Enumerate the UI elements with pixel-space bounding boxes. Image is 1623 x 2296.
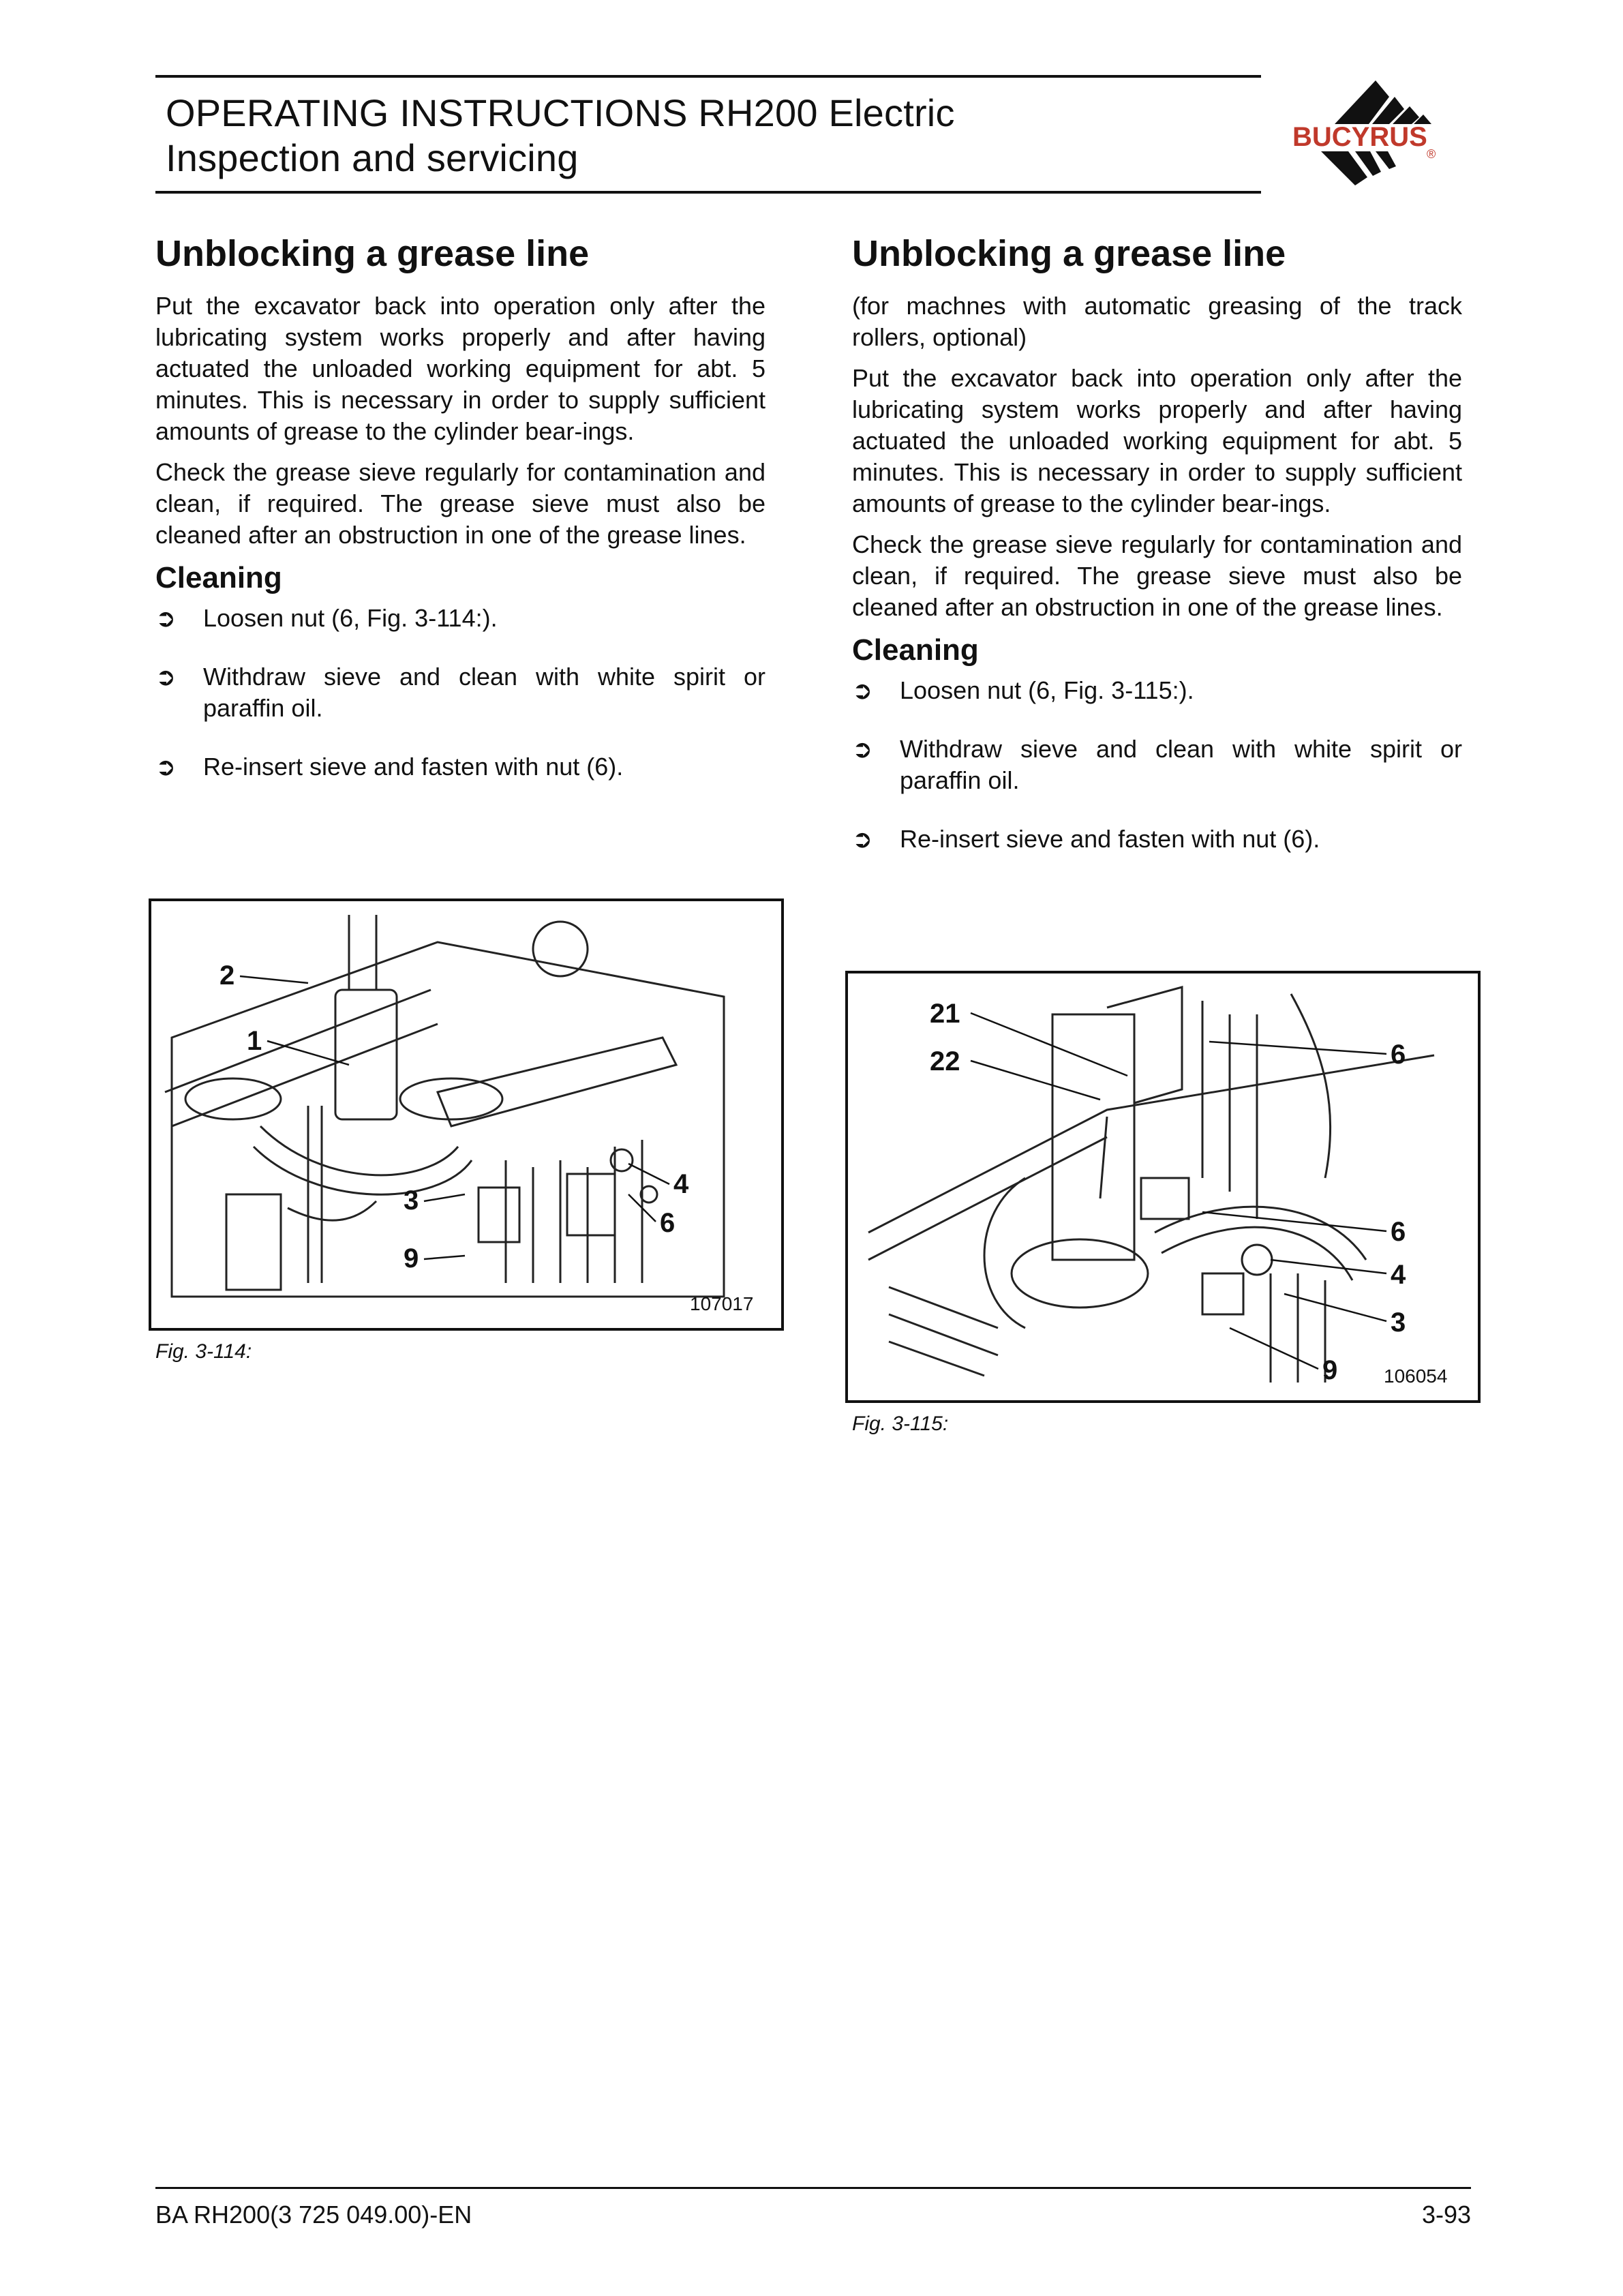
right-column [852,232,1462,882]
fig115-label-6b: 6 [1391,1217,1406,1247]
footer-document-id: BA RH200(3 725 049.00)-EN [155,2201,472,2229]
fig115-label-3: 3 [1391,1308,1406,1338]
right-paragraph-0: (for machnes with automatic greasing of the track rollers, optional) [852,292,1462,351]
fig114-label-3: 3 [404,1185,419,1215]
figure-3-115 [845,971,1481,1403]
arrow-bullet-icon: ➲ [852,825,873,853]
header-subtitle: Inspection and servicing [166,136,579,179]
figure-3-115-caption: Fig. 3-115: [852,1413,949,1435]
arrow-bullet-icon: ➲ [155,753,177,781]
fig115-label-21: 21 [930,999,960,1029]
arrow-bullet-icon: ➲ [852,735,873,763]
header-title: OPERATING INSTRUCTIONS RH200 Electric [166,91,955,134]
fig115-label-4: 4 [1391,1260,1406,1290]
fig114-number: 107017 [690,1293,754,1314]
arrow-bullet-icon: ➲ [155,663,177,691]
svg-text:®: ® [1427,147,1436,161]
left-column [155,232,765,810]
right-paragraph-2: Check the grease sieve regularly for contamination and clean, if required. The grease sieve must also be cleaned after an obstruction in one of the grease lines. [852,530,1462,621]
fig114-label-1: 1 [247,1026,262,1056]
figure-3-114-caption: Fig. 3-114: [155,1340,252,1363]
footer-page-number: 3-93 [1421,2201,1471,2229]
left-paragraph-2: Check the grease sieve regularly for contamination and clean, if required. The grease sieve must also be cleaned after an obstruction in one of the grease lines. [155,458,765,549]
right-paragraph-1: Put the excavator back into operation only after the lubricating system works properly and after having actuated the unloaded working equipment for abt. 5 minutes. This is necessary in order to supply sufficient amounts of grease to the cylinder bear-ings. [852,364,1462,517]
right-step-2: ➲ Withdraw sieve and clean with white spirit or paraffin oil. [852,735,1462,794]
left-step-3: ➲ Re-insert sieve and fasten with nut (6). [155,751,765,783]
fig114-label-2: 2 [219,961,235,991]
right-section-title: Unblocking a grease line [852,233,1286,274]
left-cleaning-heading: Cleaning [155,561,282,594]
left-step-2: ➲ Withdraw sieve and clean with white spirit or paraffin oil. [155,663,765,722]
header-bottom-rule [155,191,1261,194]
fig115-label-9: 9 [1322,1355,1338,1385]
arrow-bullet-icon: ➲ [155,604,177,632]
left-section-title: Unblocking a grease line [155,233,590,274]
header-top-rule [155,75,1261,78]
fig115-number: 106054 [1384,1365,1448,1387]
fig114-label-6: 6 [660,1208,676,1238]
fig115-label-6a: 6 [1391,1040,1406,1070]
bucyrus-logo [1287,76,1471,192]
left-step-1: ➲ Loosen nut (6, Fig. 3-114:). [155,603,765,634]
right-step-3: ➲ Re-insert sieve and fasten with nut (6). [852,824,1462,855]
fig114-label-9: 9 [404,1243,419,1273]
fig114-label-4: 4 [673,1169,689,1199]
right-cleaning-heading: Cleaning [852,633,979,667]
figure-3-114 [149,898,784,1331]
logo-text: BUCYRUS [1292,122,1427,152]
fig115-label-22: 22 [930,1046,960,1076]
figure-3-114-drawing [151,901,781,1328]
arrow-bullet-icon: ➲ [852,676,873,704]
figure-3-115-drawing [848,973,1478,1400]
right-step-1: ➲ Loosen nut (6, Fig. 3-115:). [852,675,1462,706]
left-paragraph-1: Put the excavator back into operation only after the lubricating system works properly and after having actuated the unloaded working equipment for abt. 5 minutes. This is necessary in order to supply sufficient amounts of grease to the cylinder bear-ings. [155,292,765,445]
footer-rule [155,2187,1471,2189]
